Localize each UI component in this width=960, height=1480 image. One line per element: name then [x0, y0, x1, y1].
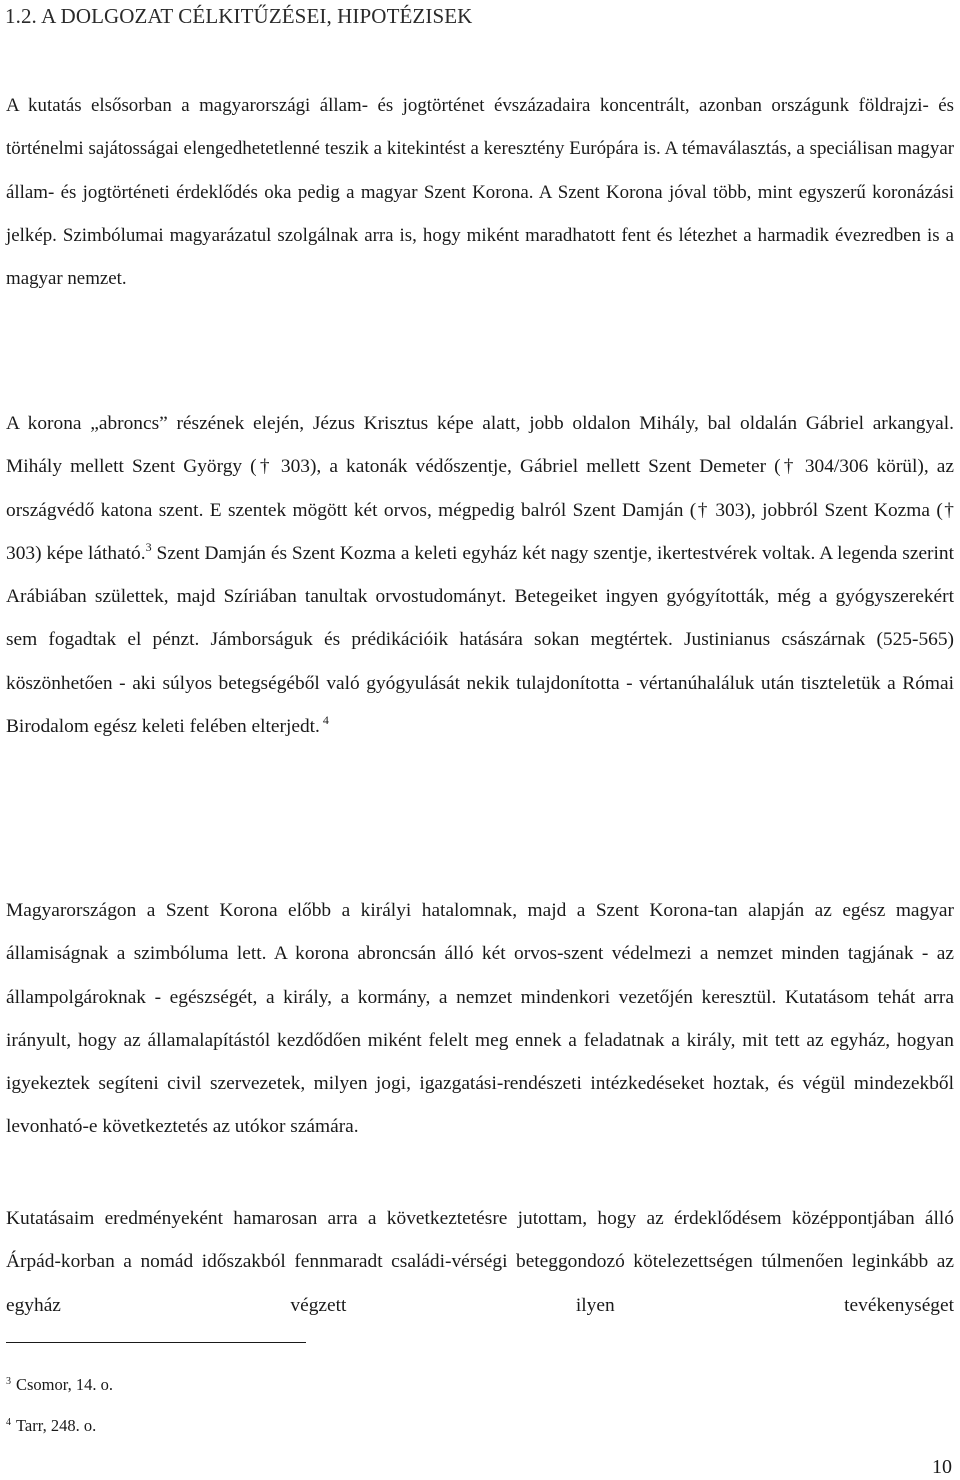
paragraph-text: A kutatás elsősorban a magyarországi állam- és jogtörténet évszázadaira koncentrált, azonban országunk földrajzi- és történelmi sajátosságai elengedhetetlenné teszik a kitekintést a keresztény Európára is. A témaválasztás, a speciálisan magyar állam- és jogtörténeti érdeklődés oka pedig a magyar Szent Korona. A Szent Korona jóval több, mint egyszerű koronázási jelkép. Szimbólumai magyarázatul szolgálnak arra is, hogy miként maradhatott fent és létezhet a harmadik évezredben is a magyar nemzet.: [6, 95, 954, 290]
footnote-reference: 3: [145, 539, 152, 554]
footnote-number: 4: [6, 1417, 11, 1428]
paragraph-text: A korona „abroncs” részének elején, Jézus Krisztus képe alatt, jobb oldalon Mihály, bal oldalán Gábriel arkangyal. Mihály mellett Szent György († 303), a katonák védőszentje, Gábriel mellett Szent Demeter († 304/306 körül), az országvédő katona szent. E szentek mögött két orvos, mégpedig balról Szent Damján († 303), jobbról Szent Kozma († 303) képe látható.: [6, 413, 954, 564]
footnote: [6, 1374, 113, 1396]
paragraph-text: Szent Damján és Szent Kozma a keleti egyház két nagy szentje, ikertestvérek voltak. A legenda szerint Arábiában születtek, majd Szíriában tanultak orvostudományt. Betegeiket ingyen gyógyították, még a gyógyszerekért sem fogadtak el pénzt. Jámborságuk és prédikációik hatására sokan megtértek. Justinianus császárnak (525-565) köszönhetően - aki súlyos betegségéből való gyógyulását nekik tulajdonította - vértanúhaláluk után tiszteletük a Római Birodalom egész keleti felében elterjedt.: [6, 542, 954, 738]
footnote-text: Csomor, 14. o.: [16, 1375, 113, 1394]
paragraph-text: Kutatásaim eredményeként hamarosan arra a következtetésre jutottam, hogy az érdeklődésem középpontjában álló Árpád-korban a nomád időszakból fennmaradt családi-vérségi beteggondozó kötelezettségen túlmenően leginkább az egyház végzett ilyen tevékenységet: [6, 1208, 954, 1316]
footnote-separator: [6, 1342, 306, 1343]
footnote-number: 3: [6, 1376, 11, 1387]
footnote-text: Tarr, 248. o.: [16, 1416, 97, 1435]
paragraph: [6, 1197, 954, 1327]
paragraph: [6, 402, 954, 748]
paragraph: [6, 889, 954, 1149]
paragraph-text: Magyarországon a Szent Korona előbb a királyi hatalomnak, majd a Szent Korona-tan alapján az egész magyar államiságnak a szimbóluma lett. A korona abroncsán álló két orvos-szent védelmezi a nemzet minden tagjának - az állampolgároknak - egészségét, a király, a kormány, a nemzet mindenkori vezetőjén keresztül. Kutatásom tehát arra irányult, hogy az államalapítástól kezdődően miként felelt meg ennek a feladatnak a király, mit tett az egyház, hogyan igyekeztek segíteni civil szervezetek, milyen jogi, igazgatási-rendészeti intézkedéseket hoztak, és végül mindezekből levonható-e következtetés az utókor számára.: [6, 900, 954, 1138]
footnote: [6, 1415, 96, 1437]
section-heading: 1.2. A DOLGOZAT CÉLKITŰZÉSEI, HIPOTÉZISEK: [5, 4, 473, 28]
page-number: 10: [932, 1456, 952, 1478]
paragraph: [6, 84, 954, 300]
footnote-reference: 4: [319, 713, 329, 728]
